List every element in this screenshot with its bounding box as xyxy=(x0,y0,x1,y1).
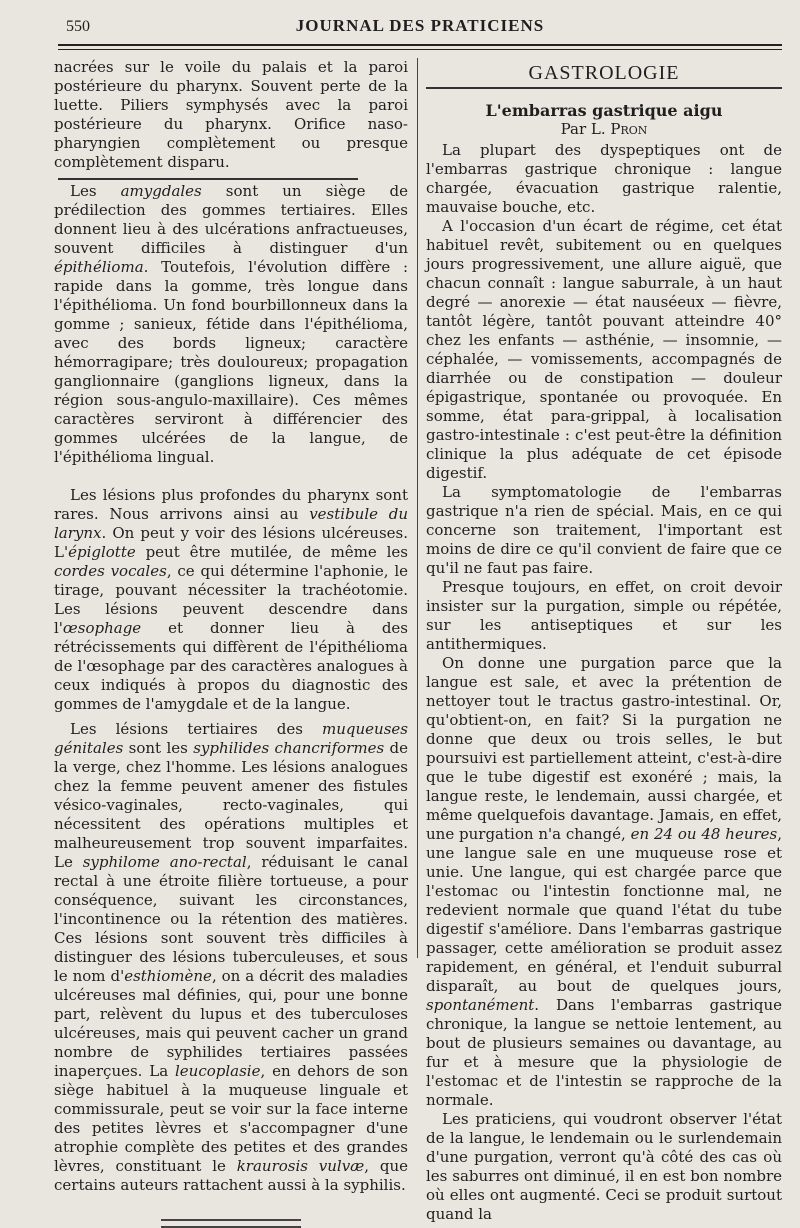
page-number: 550 xyxy=(66,18,90,35)
right-column xyxy=(426,58,782,1224)
paragraph: La symptomatologie de l'embarras gastrique n'a rien de spécial. Mais, en ce qui concerne son traitement, l'important est moins de dire ce qu'il convient de faire que ce qu'il ne faut pas faire. xyxy=(426,483,782,577)
article-title: L'embarras gastrique aigu xyxy=(485,101,723,120)
paragraph: Les praticiens, qui voudront observer l'état de la langue, le lendemain ou le surlendemain d'une purgation, verront qu'à côté des cas où les saburres ont diminué, il en est bon nombre où elles ont augmenté. Ceci se produit surtout quand la xyxy=(426,1110,782,1223)
paragraph: La plupart des dyspeptiques ont de l'embarras gastrique chronique : langue chargée, évacuation gastrique ralentie, mauvaise bouche, etc. xyxy=(426,141,782,216)
left-column xyxy=(54,58,408,1228)
paragraph: A l'occasion d'un écart de régime, cet état habituel revêt, subitement ou en quelques jours progressivement, une allure aiguë, que chacun connaît : langue saburrale, à un haut degré — anorexie — état nauséeux — fièvre, tantôt légère, tantôt pouvant atteindre 40° chez les enfants — asthénie, — insomnie, — céphalée, — vomissements, accompagnés de diarrhée ou de constipation — douleur épigastrique, spontanée ou provoquée. En somme, état para-grippal, à localisation gastro-intestinale : c'est peut-être la définition clinique la plus adéquate de cet épisode digestif. xyxy=(426,217,782,482)
section-title: GASTROLOGIE xyxy=(426,64,782,89)
column-divider xyxy=(417,58,418,958)
paragraph: Les lésions tertiaires des muqueuses génitales sont les syphilides chancriformes de la verge, chez l'homme. Les lésions analogues chez la femme peuvent amener des fistules vésico-vaginales, recto-vaginales, qui nécessitent des opérations multiples et malheureusement trop souvent imparfaites. Le syphilome ano-rectal, réduisant le canal rectal à une étroite filière tortueuse, a pour conséquence, suivant les circonstances, l'incontinence ou la rétention des matières. Ces lésions sont souvent très difficiles à distinguer des lésions tuberculeuses, et sous le nom d'esthiomène, on a décrit des maladies ulcéreuses mal définies, qui, pour une bonne part, relèvent du lupus et des tuberculoses ulcéreuses, mais qui peuvent cacher un grand nombre de syphilides tertiaires passées inaperçues. La leucoplasie, en dehors de son siège habituel à la muqueuse linguale et commissurale, peut se voir sur la face interne des petites lèvres et s'accompagner d'une atrophie complète des petites et des grandes lèvres, constituant le kraurosis vulvæ, que certains auteurs rattachent aussi à la syphilis. xyxy=(54,720,409,1194)
paragraph: On donne une purgation parce que la langue est sale, et avec la prétention de nettoyer tout le tractus gastro-intestinal. Or, qu'obtient-on, en fait? Si la purgation ne donne que deux ou trois selles, le but poursuivi est partiellement atteint, c'est-à-dire que le tube digestif est exonéré ; mais, la langue reste, le lendemain, aussi chargée, et même quelquefois davantage. Jamais, en effet, une purgation n'a changé, en 24 ou 48 heures, une langue sale en une muqueuse rose et unie. Une langue, qui est chargée parce que l'estomac ou l'intestin fonctionne mal, ne redevient normale que quand l'état du tube digestif s'améliore. Dans l'embarras gastrique passager, cette amélioration se produit assez rapidement, en général, et l'enduit suburral disparaît, au bout de quelques jours, spontanément. Dans l'embarras gastrique chronique, la langue se nettoie lentement, au bout de plusieurs semaines ou davantage, au fur et à mesure que la physiologie de l'estomac et de l'intestin se rapproche de la normale. xyxy=(426,654,783,1109)
paragraph: nacrées sur le voile du palais et la paroi postérieure du pharynx. Souvent perte de la luette. Piliers symphysés avec la paroi postérieure du pharynx. Orifice naso-pharyngien complètement ou presque complètement disparu. xyxy=(54,58,408,171)
byline: Par L. Pron xyxy=(560,120,648,138)
header-rule xyxy=(58,44,782,50)
end-ornament xyxy=(161,1219,301,1228)
paragraph: Les amygdales sont un siège de prédilection des gommes tertiaires. Elles donnent lieu à des ulcérations anfractueuses, souvent difficiles à distinguer d'un épithélioma. Toutefois, l'évolution diffère : rapide dans la gomme, très longue dans l'épithélioma. Un fond bourbillonneux dans la gomme ; sanieux, fétide dans l'épithélioma, avec des bords ligneux; caractère hémorragipare; très douloureux; propagation ganglionnaire (ganglions ligneux, dans la région sous-angulo-maxillaire). Ces mêmes caractères serviront à différencier des gommes ulcérées de la langue, de l'épithélioma lingual. xyxy=(54,182,409,466)
journal-title: JOURNAL DES PRATICIENS xyxy=(295,16,545,35)
separator-rule xyxy=(58,178,358,180)
paragraph: Presque toujours, en effet, on croit devoir insister sur la purgation, simple ou répétée, sur les antiseptiques et sur les antithermiques. xyxy=(426,578,782,653)
page-header xyxy=(58,14,782,40)
paragraph: Les lésions plus profondes du pharynx sont rares. Nous arrivons ainsi au vestibule du larynx. On peut y voir des lésions ulcéreuses. L'épiglotte peut être mutilée, de même les cordes vocales, ce qui détermine l'aphonie, le tirage, pouvant nécessiter la trachéotomie. Les lésions peuvent descendre dans l'œsophage et donner lieu à des rétrécissements qui diffèrent de l'épithélioma de l'œsophage par des caractères analogues à ceux indiqués à propos du diagnostic des gommes de l'amygdale et de la langue. xyxy=(54,486,408,713)
